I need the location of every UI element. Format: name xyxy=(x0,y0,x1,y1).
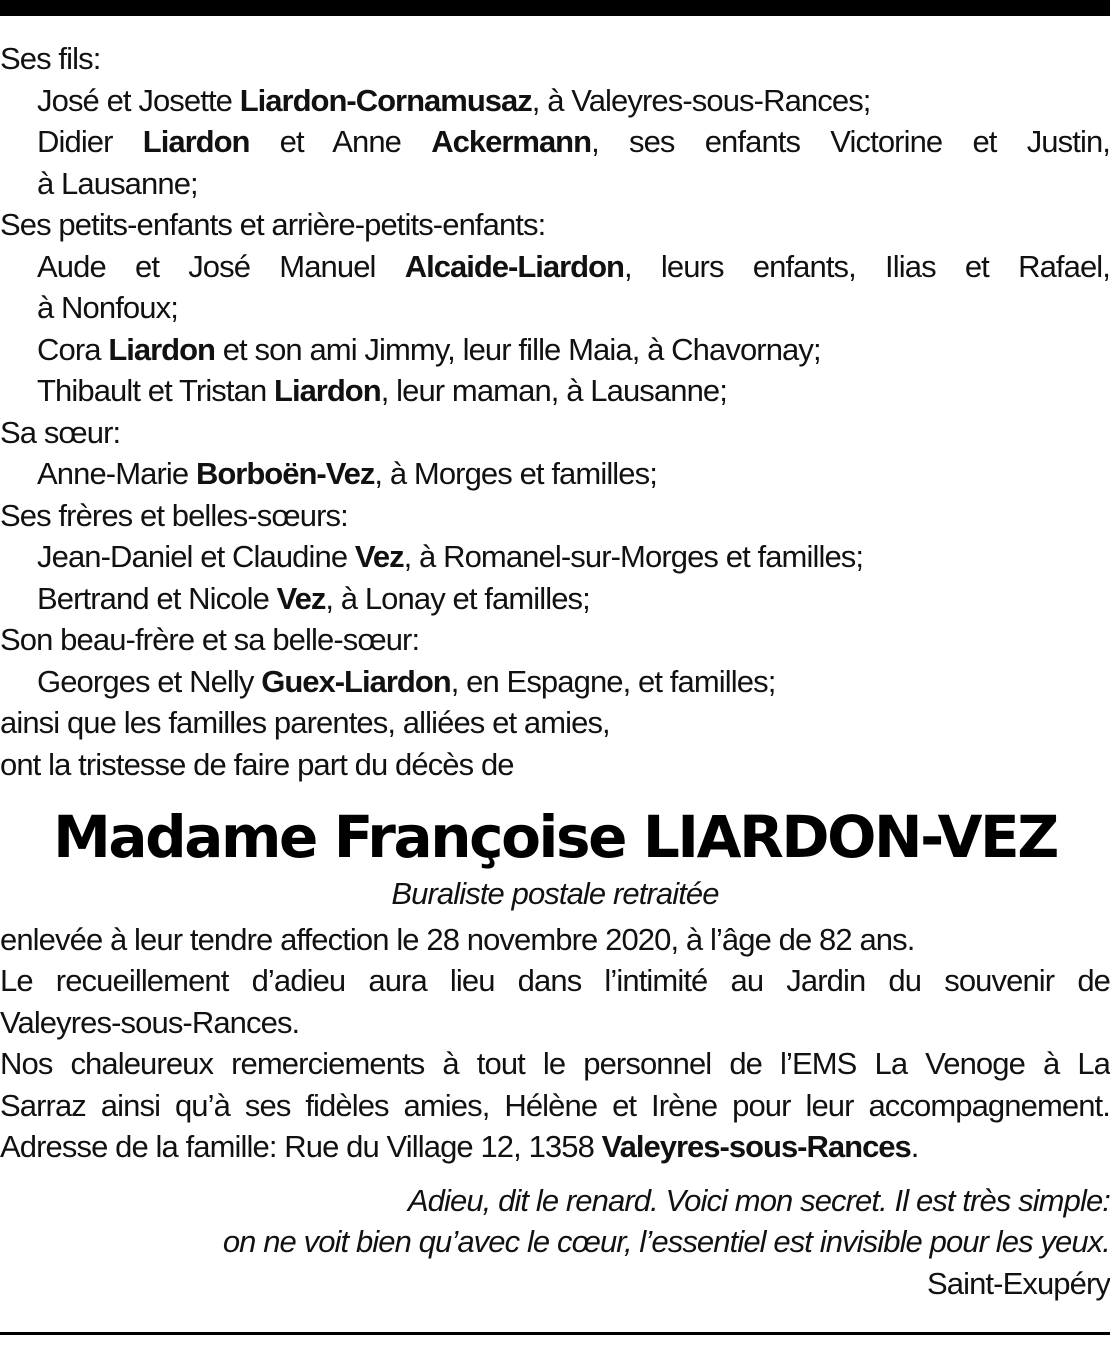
quote-line-1: Adieu, dit le renard. Voici mon secret. Il est très simple: xyxy=(407,1182,1110,1218)
deceased-name: Madame Françoise LIARDON-VEZ xyxy=(53,803,1057,871)
gc1-surname: Alcaide-Liardon xyxy=(404,248,624,284)
gc2-rest: et son ami Jimmy, leur fille Maia, à Chavornay; xyxy=(214,331,821,367)
inlaw-entry xyxy=(0,661,1110,703)
son1-surname: Liardon-Cornamusaz xyxy=(239,82,532,118)
body-line-1: enlevée à leur tendre affection le 28 novembre 2020, à l’âge de 82 ans. xyxy=(0,921,915,957)
son-entry-2 xyxy=(0,121,1110,163)
deceased-title: Buraliste postale retraitée xyxy=(391,876,719,911)
address-town: Valeyres-sous-Rances xyxy=(601,1129,911,1164)
br2-surname: Vez xyxy=(276,580,326,616)
son1-first: José et Josette xyxy=(37,82,240,118)
son2-surname: Liardon xyxy=(142,124,250,159)
body-line-3: Valeyres-sous-Rances. xyxy=(0,1004,300,1040)
grandchild-entry-2 xyxy=(0,329,1110,371)
br1-first: Jean-Daniel et Claudine xyxy=(37,539,355,574)
quote-line-2: on ne voit bien qu’avec le cœur, l’essentiel est invisible pour les yeux. xyxy=(222,1224,1110,1259)
top-border-rule xyxy=(0,0,1110,16)
son-entry-1 xyxy=(0,80,1110,122)
address-label: Adresse de la famille: Rue du Village 12, 1358 xyxy=(0,1129,602,1164)
grandchild-entry-3 xyxy=(0,370,1110,412)
son2-partner-surname: Ackermann xyxy=(431,124,592,159)
brothers-heading: Ses frères et belles-sœurs: xyxy=(0,497,348,533)
closing-line-2: ont la tristesse de faire part du décès de xyxy=(0,746,514,782)
grandchild-entry-1 xyxy=(0,246,1110,288)
son2-place: à Lausanne; xyxy=(37,165,198,201)
gc3-first: Thibault et Tristan xyxy=(37,373,275,408)
son1-place: , à Valeyres-sous-Rances; xyxy=(531,82,871,118)
gc3-surname: Liardon xyxy=(274,373,381,408)
sister-rest: , à Morges et familles; xyxy=(374,456,657,491)
sister-first: Anne-Marie xyxy=(37,456,196,491)
gc2-surname: Liardon xyxy=(108,331,215,367)
family-address xyxy=(0,1126,1110,1168)
son2-and: et Anne xyxy=(249,124,432,159)
closing-line-1: ainsi que les familles parentes, alliées et amies, xyxy=(0,705,610,740)
grandchildren-heading: Ses petits-enfants et arrière-petits-enfants: xyxy=(0,207,546,242)
sister-surname: Borboën-Vez xyxy=(195,456,375,491)
gc2-first: Cora xyxy=(37,331,109,367)
inlaw-first: Georges et Nelly xyxy=(37,663,262,699)
br1-surname: Vez xyxy=(354,539,404,574)
brother-entry-2 xyxy=(0,578,1110,620)
sons-heading: Ses fils: xyxy=(0,41,101,76)
inlaw-surname: Guex-Liardon xyxy=(261,663,451,699)
sister-entry xyxy=(0,453,1110,495)
br2-first: Bertrand et Nicole xyxy=(37,580,277,616)
address-end: . xyxy=(910,1129,919,1164)
obituary-notice xyxy=(0,38,1110,1304)
gc1-place: à Nonfoux; xyxy=(37,290,178,325)
gc1-first: Aude et José Manuel xyxy=(37,248,405,284)
body-line-5: Sarraz ainsi qu’à ses fidèles amies, Hélène et Irène pour leur accompagnement. xyxy=(0,1087,1110,1123)
son2-first: Didier xyxy=(37,124,143,159)
brother-entry-1 xyxy=(0,536,1110,578)
body-line-4: Nos chaleureux remerciements à tout le personnel de l’EMS La Venoge à La xyxy=(0,1046,1110,1081)
son2-children: , ses enfants Victorine et Justin, xyxy=(591,124,1110,159)
bottom-border-rule xyxy=(0,1332,1110,1335)
br1-rest: , à Romanel-sur-Morges et familles; xyxy=(403,539,864,574)
br2-rest: , à Lonay et familles; xyxy=(325,580,590,616)
gc1-children: , leurs enfants, Ilias et Rafael, xyxy=(624,248,1110,284)
sister-heading: Sa sœur: xyxy=(0,414,121,450)
body-line-2: Le recueillement d’adieu aura lieu dans l’intimité au Jardin du souvenir de xyxy=(0,963,1110,998)
gc3-rest: , leur maman, à Lausanne; xyxy=(380,373,727,408)
inlaws-heading: Son beau-frère et sa belle-sœur: xyxy=(0,622,420,657)
inlaw-rest: , en Espagne, et familles; xyxy=(450,663,776,699)
quote-author: Saint-Exupéry xyxy=(926,1265,1110,1301)
